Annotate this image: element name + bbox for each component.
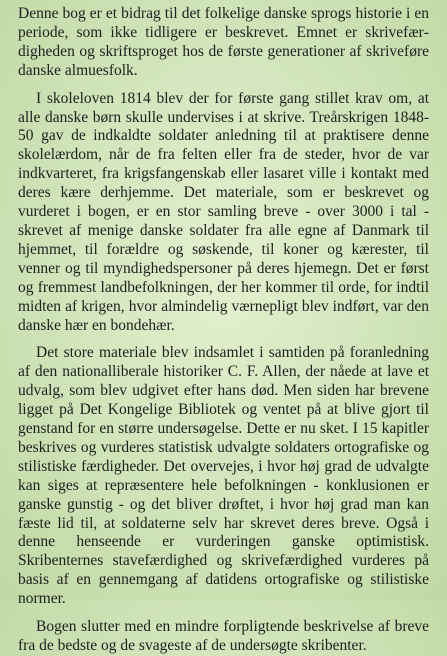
paragraph-material: Det store materiale blev indsamlet i samtiden på foranledning af den nationalliberale historiker C. F. Allen, der nåede at lave et udvalg, som blev udgivet efter hans død. Men siden har brevene ligget på Det Kongelige Bibliotek og ventet på at blive gjort til genstand for en større undersøgelse. Dette er nu sket. I 15 kapitler beskrives og vurderes statistisk udvalgte soldaters ortografiske og stilistiske færdigheder. Det overvejes, i hvor høj grad de udvalgte kan siges at repræsentere hele befolkningen - konklusionen er ganske gunstig - og det bliver drøftet, i hvor høj grad man kan fæste lid til, at soldaterne selv har skrevet deres breve. Også i denne henseende er vurderingen ganske optimistisk. Skribenternes stavefærdighed og skrivefærdighed vurderes på basis af en gennemgang af datidens ortografiske og stilistiske normer.	[18, 344, 429, 608]
paragraph-background: I skoleloven 1814 blev der for første gang stillet krav om, at alle danske børn skulle undervises i at skrive. Treårskrigen 1848-50 gav de indkaldte soldater anledning til at praktisere denne skolelærdom, når de fra felten eller fra de steder, hvor de var indkvarteret, fra krigsfangenskab eller lasaret ville i kontakt med deres kære derhjemme. Det materiale, som er beskrevet og vurderet i bogen, er en stor samling breve - over 3000 i tal - skrevet af menige danske soldater fra alle egne af Danmark til hjemmet, til forældre og søskende, til koner og kærester, til venner og til myndighedspersoner på deres hjemegn. Det er først og fremmest landbefolkningen, der her kommer til orde, for indtil midten af krigen, hvor almindelig værnepligt blev indført, var den danske hær en bondehær.	[18, 89, 429, 334]
paragraph-intro: Denne bog er et bidrag til det folkelige danske sprogs historie i en periode, som ikke tidligere er beskrevet. Emnet er skrivefærdigheden og skriftsproget hos de første generationer af skriveføre danske almuesfolk.	[18, 5, 429, 79]
paragraph-conclusion: Bogen slutter med en mindre forpligtende beskrivelse af breve fra de bedste og de svageste af de undersøgte skribenter.	[18, 618, 429, 654]
